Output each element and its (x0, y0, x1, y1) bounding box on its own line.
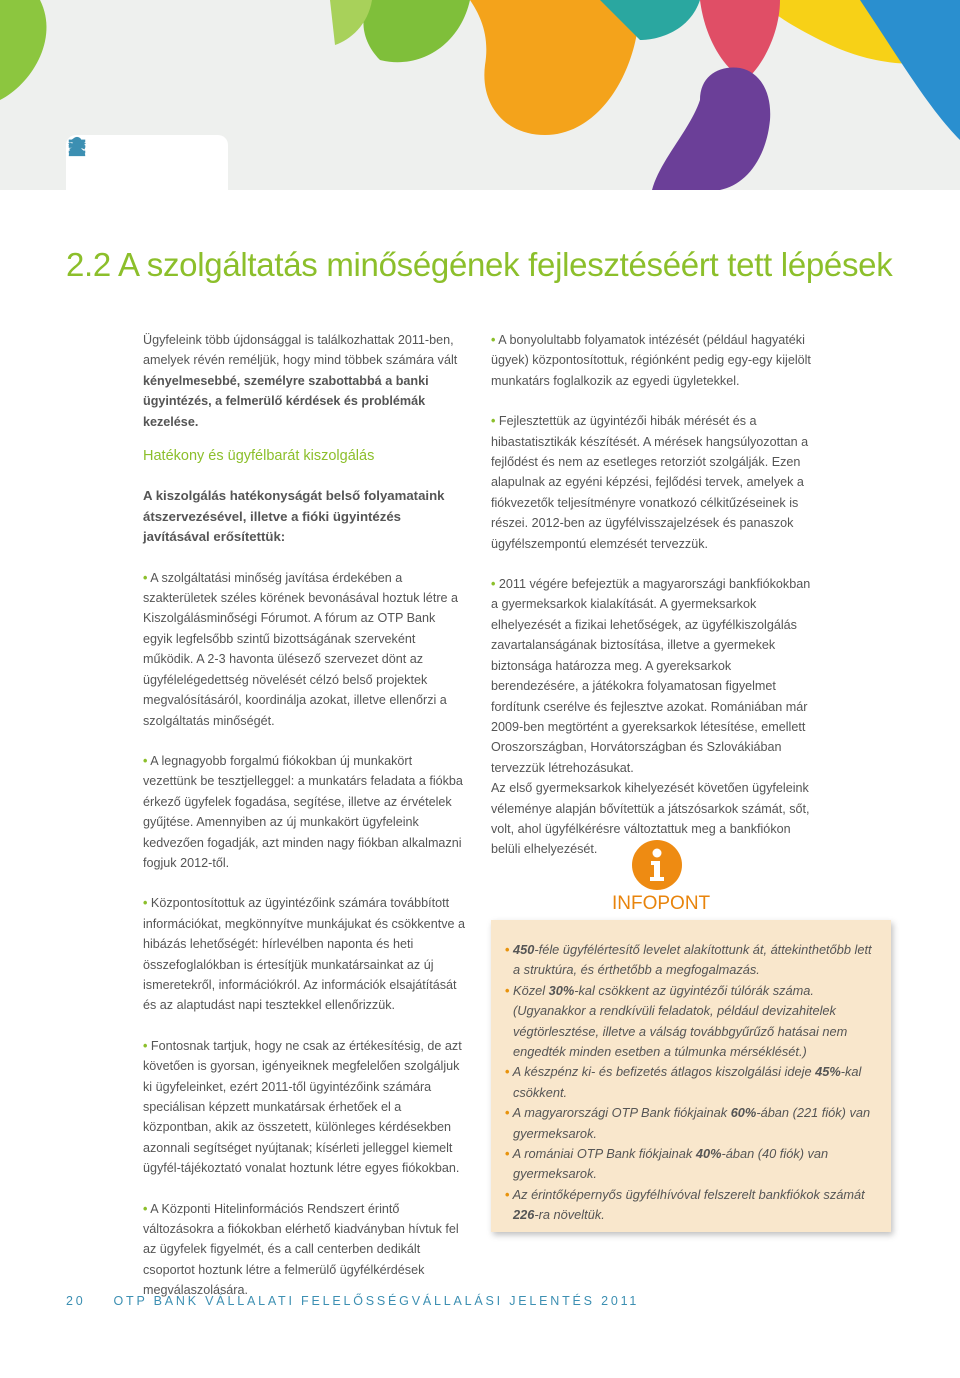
footer-text: OTP BANK VÁLLALATI FELELŐSSÉGVÁLLALÁSI JELENTÉS 2011 (113, 1294, 640, 1308)
list-item: • A szolgáltatási minőség javítása érdekében a szakterületek széles körének bevonásával hoztuk létre a Kiszolgálásminőségi Fórumot. A fórum az OTP Bank egyik legfelsőbb szintű bizottságának szerveként működik. A 2-3 havonta ülésező szervezet dönt az ügyfélelégedettség növelését célzó belső projektek megvalósításáról, koordinálja azokat, illetve ellenőrzi a szolgáltatás minőségét. (143, 570, 459, 728)
list-item-text: 2011 végére befejeztük a magyarországi bankfiókokban a gyermeksarkok kialakítását. A gyermeksarkok elhelyezését a fizikai lehetőségek, az ügyfélkiszolgálás zavartalanságának biztosítása, illetve a gyermekek biztonsága határozza meg. A gyereksarkok berendezésére, a játékokra folyamatosan figyelmet fordítunk cserélve és fejlesztve azokat. Romániában már 2009-ben megtörtént a gyereksarkok létesítése, emellett Oroszországban, Horvátországban és Szlovákiában tervezzük létrehozásukat. (491, 577, 811, 775)
intro-text: Ügyfeleink több újdonsággal is találkozhattak 2011-ben, amelyek révén reméljük, hogy mind többek számára vált (143, 333, 458, 368)
intro-bold-text: kényelmesebbé, személyre szabottabbá a banki ügyintézés, a felmerülő kérdések és problémák kezelése. (143, 373, 429, 429)
infopont-label: INFOPONT (612, 893, 711, 914)
infopont-item: • Az érintőképernyős ügyfélhívóval felszerelt bankfiókok számát 226-ra növeltük. (505, 1186, 865, 1223)
page-title: 2.2 A szolgáltatás minőségének fejlesztéséért tett lépések (66, 246, 893, 283)
infopont-item: • Közel 30%-kal csökkent az ügyintézői túlórák száma. (Ugyanakkor a rendkívüli feladatok, például devizahitelek végtörlesztése, illetve a válság továbbgyűrűző hatásai nem engedték minden esetben a túlmunka mérséklését.) (505, 982, 848, 1060)
page-footer (66, 1294, 639, 1308)
page-number: 20 (66, 1294, 86, 1308)
info-icon (632, 840, 682, 890)
section-subheading: Hatékony és ügyfélbarát kiszolgálás (143, 448, 375, 465)
list-item-text: Fontosnak tartjuk, hogy ne csak az értékesítésig, de azt követően is gyorsan, igényeiknek megfelelően szolgáljuk ki ügyfeleinket, ezért 2011-től ügyintézőink számára speciálisan képzett munkatársak érhetőek el a központban, akik az összetett, különleges kérdésekben azonnali segítséget nyújtanak; kísérleti jelleggel kiemelt ügyfél-tájékoztató vonalat hoztunk létre egyes fiókokban. (143, 1038, 462, 1176)
intro-paragraph (143, 330, 465, 432)
person-icon[interactable] (153, 152, 175, 174)
list-icon[interactable] (189, 152, 211, 174)
infopont-box (491, 920, 891, 1232)
list-item: • Központosítottuk az ügyintézőink számára továbbított információkat, megkönnyítve munkájukat és csökkentve a hibázás lehetőségét: hírlevélben naponta és heti összefoglalókban is értesítjük munkatársainkat az új ismeretekről, információkról. Az információk elsajátítását és az alaptudást napi tesztekkel ellenőrizzük. (143, 896, 465, 1013)
list-item-continuation: Az első gyermeksarkok kihelyezését követően ügyfeleink véleménye alapján bővítettük a játszósarkok számát, sőt, volt, ahol ügyfélkérésre változtattuk meg a bankfiókon belüli elhelyezését. (491, 781, 810, 857)
infopont-item: • 450-féle ügyfélértesítő levelet alakítottunk át, áttekinthetőbb lett a struktúra, és érthetőbb a megfogalmazás. (505, 942, 872, 978)
list-item-text: A legnagyobb forgalmú fiókokban új munkakört vezettünk be tesztjelleggel: a munkatárs feladata a fiókba érkező ügyfelek fogadása, segítése, illetve az érvételek gyűjtése. Amennyiben az új munkakört ügyfeleink kedvezően fogadják, azt minden nagy fiókban alkalmazni fogjuk 2012-től. (143, 753, 463, 870)
icon-bar (66, 135, 228, 190)
list-item: • A bonyolultabb folyamatok intézését (például hagyatéki ügyek) központosítottuk, régiónként pedig egy-egy kijelölt munkatárs foglalkozik az egyedi ügyletekkel. (491, 333, 811, 388)
list-item-text: A bonyolultabb folyamatok intézését (például hagyatéki ügyek) központosítottuk, régiónként pedig egy-egy kijelölt munkatárs foglalkozik az egyedi ügyletekkel. (491, 333, 811, 388)
list-item: • A Központi Hitelinformációs Rendszert érintő változásokra a fiókokban elérhető kiadványban hívtuk fel az ügyfelek figyelmét, és a call centerben dedikált csoportot hoztunk létre a felmerülő ügyfélkérdések megválaszolására. (143, 1201, 459, 1298)
list-item-text: A Központi Hitelinformációs Rendszert érintő változásokra a fiókokban elérhető kiadványban hívtuk fel az ügyfelek figyelmét, és a call centerben dedikált csoportot hoztunk létre a felmerülő ügyfélkérdések megválaszolására. (143, 1201, 459, 1298)
list-item: • Fontosnak tartjuk, hogy ne csak az értékesítésig, de azt követően is gyorsan, igényeiknek megfelelően szolgáljuk ki ügyfeleinket, ezért 2011-től ügyintézőink számára speciálisan képzett munkatársak érhetőek el a központban, akik az összetett, különleges kérdésekben azonnali segítséget nyújtanak; kísérleti jelleggel kiemelt ügyfél-tájékoztató vonalat hoztunk létre egyes fiókokban. (143, 1038, 462, 1176)
gear-icon[interactable] (117, 152, 139, 174)
infopont-item: • A készpénz ki- és befizetés átlagos kiszolgálási ideje 45%-kal csökkent. (505, 1064, 862, 1100)
header-banner (0, 0, 960, 190)
list-item: • A legnagyobb forgalmú fiókokban új munkakört vezettünk be tesztjelleggel: a munkatárs feladata a fiókba érkező ügyfelek fogadása, segítése, illetve az érvételek gyűjtése. Amennyiben az új munkakört ügyfeleink kedvezően fogadják, azt minden nagy fiókban alkalmazni fogjuk 2012-től. (143, 753, 463, 870)
list-item-text: A szolgáltatási minőség javítása érdekében a szakterületek széles körének bevonásával hoztuk létre a Kiszolgálásminőségi Fórumot. A fórum az OTP Bank egyik legfelsőbb szintű bizottságának szerveként működik. A 2-3 havonta ülésező szervezet dönt az ügyfélelégedettség növelését célzó belső projektek megvalósításáról, koordinálja azokat, illetve ellenőrzi a szolgáltatás minőségét. (143, 570, 459, 728)
list-item-text: Fejlesztettük az ügyintézői hibák mérését és a hibastatisztikák készítését. A mérések hangsúlyozottan a fejlődést és nem az esetleges retorziót szolgálják. Ezen alapulnak az egyéni képzési, fejlődési tervek, amelyek a fiókvezetők teljesítményre vonatkozó célkitűzéseinek is részei. 2012-ben az ügyfélvisszajelzések és panaszok ügyfélszempontú elemzését tervezzük. (491, 414, 809, 551)
list-item-text: Központosítottuk az ügyintézőink számára továbbított információkat, megkönnyítve munkájukat és csökkentve a hibázás lehetőségét: hírlevélben naponta és heti összefoglalókban is értesítjük munkatársainkat az új ismeretekről, információkról. Az információk elsajátítását és az alaptudást napi tesztekkel ellenőrizzük. (143, 896, 465, 1013)
left-column (143, 330, 465, 1301)
infopont-item: • A romániai OTP Bank fiókjainak 40%-ában (40 fiók) van gyermeksarok. (505, 1146, 829, 1182)
lead-paragraph: A kiszolgálás hatékonyságát belső folyamataink átszervezésével, illetve a fióki ügyintézés javításával erősítettük: (143, 488, 445, 545)
list-item: • Fejlesztettük az ügyintézői hibák mérését és a hibastatisztikák készítését. A mérések hangsúlyozottan a fejlődést és nem az esetleges retorziót szolgálják. Ezen alapulnak az egyéni képzési, fejlődési tervek, amelyek a fiókvezetők teljesítményre vonatkozó célkitűzéseinek is részei. 2012-ben az ügyfélvisszajelzések és panaszok ügyfélszempontú elemzését tervezzük. (491, 414, 809, 551)
infopont-item: • A magyarországi OTP Bank fiókjainak 60%-ában (221 fiók) van gyermeksarok. (505, 1105, 871, 1141)
list-item: • 2011 végére befejeztük a magyarországi bankfiókokban a gyermeksarkok kialakítását. A gyermeksarkok elhelyezését a fizikai lehetőségek, az ügyfélkiszolgálás zavartalanságának biztosítása, illetve a gyermekek biztonsága határozza meg. A gyereksarkok berendezésére, a játékokra folyamatosan figyelmet fordítunk cserélve és fejlesztve azokat. Romániában már 2009-ben megtörtént a gyereksarkok létesítése, emellett Oroszországban, Horvátországban és Szlovákiában tervezzük létrehozásukat. (491, 577, 811, 775)
right-column (491, 330, 813, 860)
